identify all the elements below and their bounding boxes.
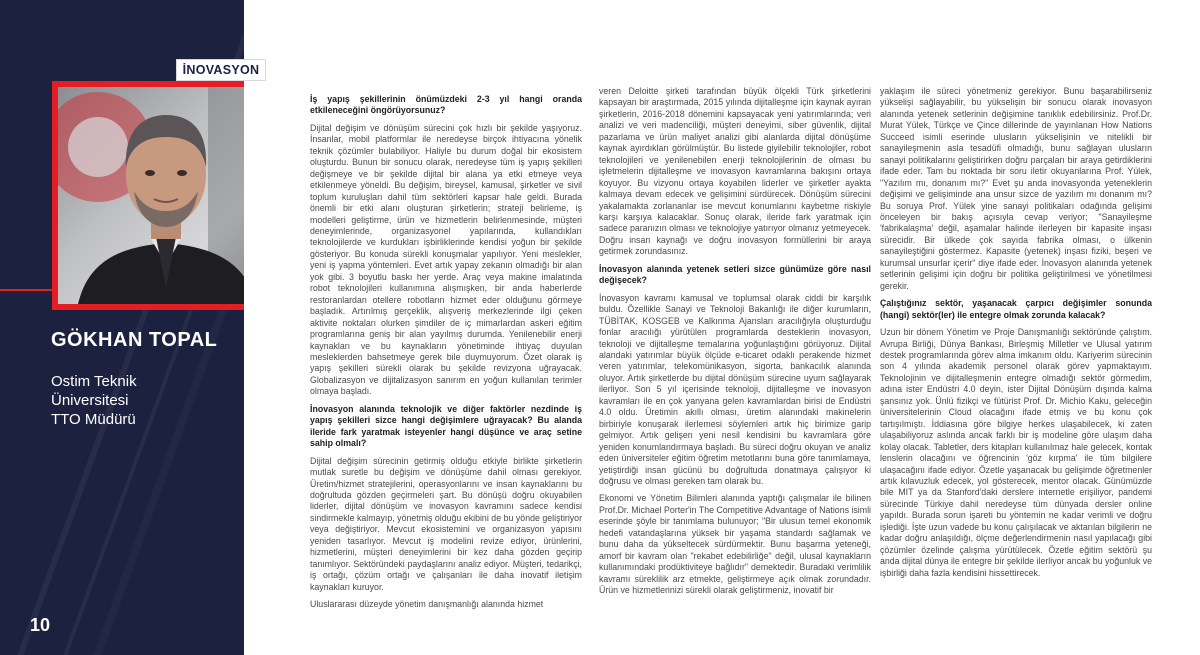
accent-line — [0, 289, 58, 291]
person-name: GÖKHAN TOPAL — [51, 329, 218, 351]
interview-question: İş yapış şekillerinin önümüzdeki 2-3 yıl hangi oranda etkileneceğini öngörüyorsunuz? — [310, 94, 582, 116]
person-title-line: Ostim Teknik — [51, 373, 137, 390]
body-paragraph: Uzun bir dönem Yönetim ve Proje Danışmanlığı sektöründe çalıştım. Avrupa Birliği, Dünya Bankası, Birleşmiş Milletler ve Ulusal yatırım destek programlarında görev alma imkanım oldu. Kariyerim sürecinin son 4 yılında akademik personel olarak görev yapmaktayım. Teknolojinin ve dijitalleşmenin entegre olmadığı sektör görmedim, adına ister Endüstri 4.0 deyin, ister Dijital Dönüşüm dışında kalma şansınız yok. Ünlü fizikçi ve fütürist Prof. Dr. Michio Kaku, geleceğin üniversitelerinin Cloud olacağını ifade etmiş ve bu konu çok tartışılmıştı. İddiasına göre bilgiye herkes ulaşabilecek, ki zaten ulaşabiliyoruz aslında ancak farklı bir iş modeline göre ulaşım daha kolay olacak. Tabletler, ders kitapları kullanılmaz hale gelecek, kontak lenslerin olacağını ve öğrencinin 'göz kırpma' ile tüm bilgilere ulaşacağını ifade ediyor. Özetle yaşanacak bu gelişimde öğretmenler artık kılavuzluk edecek, yol gösterecek, mentor olacak. Günümüzde bile MIT ya da Stanford'daki derslere internetle erişiliyor, pandemi sürecinde Türkiye dahil neredeyse tüm dünyada dersler online yapıldı. Burada sorun işareti bu yöntemin ne kadar verimli ve doğru işlediği. İşte uzun vadede bu konu çalışılacak ve aktarılan bilgilerin ne kadar doğru anlaşıldığı, ölçme değerlendirmenin nasıl yapılacağı gibi çözümler özelinde çalışma yürütülecek. Özetle eğitim sektörü şu anda dijital dünya ile entegre bir şekilde ilerliyor ancak bu yoğunluk ve işbirliği daha fazla kendisini hissettirecek. — [880, 327, 1152, 578]
section-tag: İNOVASYON — [176, 59, 266, 81]
person-title-line: TTO Müdürü — [51, 411, 136, 428]
sidebar-panel — [0, 0, 244, 655]
person-title-line: Üniversitesi — [51, 392, 129, 409]
portrait-illustration — [58, 87, 244, 304]
interview-question: İnovasyon alanında teknolojik ve diğer faktörler nezdinde iş yapış şekilleri sizce hangi değişimlere uğrayacak? Bu alanda ileride fark yaratmak isteyenler hangi düşünce ve araç setine sahip olmalı? — [310, 403, 582, 449]
article-column-2 — [599, 86, 871, 602]
body-paragraph: İnovasyon kavramı kamusal ve toplumsal olarak ciddi bir karşılık buldu. Özellikle Sanayi ve Teknoloji Bakanlığı ile diğer kurumların, TÜBİTAK, KOSGEB ve Kalkınma Ajansları aracılığıyla oluşturduğu fonlar aracılığı yürütülen programlarda desteklerin inovasyon, teknoloji ve dijitalleşme temalarına yoğunlaştığını görüyoruz. Dijital alandaki yatırımlar büyük ölçüde e-ticaret odaklı perakende hizmet veren yatırımlar, telekomünikasyon, sigorta, bankacılık alanında oluyor. Artık şirketlerde bu dijital dönüşüm sürecine uyum sağlayarak ilerliyor. Son 5 yıl içerisinde teknoloji, dijitalleşme ve inovasyon kavramları ile en çok yanyana gelen kavramlardan birisi de Endüstri 4.0 oldu. Üretimin akıllı olması, üretim alanındaki makinelerin birbiriyle konuşarak ilerlemesi söylemleri artık hiç birimize garip gelmiyor. Artık gelişen yeni nesil kendisini bu kavramlara göre yeniden konumlandırmaya başladı. Bu süreci doğru okuyan ve analiz eden üniversiteler eğitim öğretim metotlarını buna göre tanımlamaya, yetiştirdiği insan gücünü bu doğrultuda donatmaya çalışıyor ki doğrusu ve olması gereken tam olarak bu. — [599, 292, 871, 486]
portrait-photo — [58, 87, 244, 304]
page-number: 10 — [30, 615, 51, 635]
person-title — [51, 372, 221, 429]
body-paragraph: Uluslararası düzeyde yönetim danışmanlığı alanında hizmet — [310, 599, 544, 610]
article-column-1 — [310, 90, 582, 616]
article-column-3 — [880, 86, 1152, 585]
body-paragraph: veren Deloitte şirketi tarafından büyük ölçekli Türk şirketlerini kapsayan bir araştırmada, 2015 yılında dijitalleşme için kaynak ayıran şirketlerin, 2016-2018 dönemini kapsayacak yeni yatırımlarında; veri analizi ve veri madenciliği, müşteri deneyimi, siber güvenlik, dijital pazarlama ve ürün maliyet analizi gibi alanlarda dijital dönüşüme kaynak ayırdıkları görülmüştür. Bu listede giyilebilir teknolojiler, robot teknolojileri ve yenilenebilen enerji teknolojilerinin de olması bu işletmelerin dijitalleşme ve inovasyon kavramlarına bakışını ortaya koyuyor. Bu vizyonu ortaya koyabilen liderler ve şirketler ayakta kalmaya devam edecek ve gelişimini sürdürecek. Dönüşüm sürecini yakalamakta zorlananlar ise mevcut konumlarını kaybetme riskiyle karşı karşıya kalacaklar. Sonuç olarak, ileride fark yaratmak için sadece paranızın olması ve teknolojiye yatırıyor olmanız yetmeyecek. Doğru insan kaynağı ve doğru inovasyon formüllerini bir araya getirmek zorundasınız. — [599, 86, 871, 257]
interview-question: Çalıştığınız sektör, yaşanacak çarpıcı değişimler sonunda (hangi) sektör(ler) ile entegre olmak zorunda kalacak? — [880, 298, 1152, 320]
body-paragraph: yaklaşım ile süreci yönetmeniz gerekiyor. Bunu başarabilirseniz yükselişi sağlayabilir, bu yükselişin bir sonucu olarak inovasyon alanında yetenek setlerinin değişimine tanıklık edebilirsiniz. Prof.Dr. Murat Yülek, Türkçe ve Çince dillerinde de yayınlanan How Nations Succeed isimli eserinde ulusların yükselişinin ve nitelikli bir sanayileşmenin asla tesadüfi olmadığı, bunu sağlayan ulusların sanayi politikalarını geliştirirken doğru parçaları bir araya getirdiklerini ifade eder. Tam bu noktada bir soru iletir okuyanlarına Prof. Yülek, "Yazılım mı, donanım mı?" Evet şu anda inovasyonda yeteneklerin değişimi ve gelişiminde ana unsur sizce de yazılım mı donanım mı? Bu soruya Prof. Yülek yine sanayi politikaları odağında gelişimi önceleyen bir bakış açısıyla cevap veriyor; "Sanayileşme 'fabrikalaşma' değil, aşamalar halinde ilerleyen bir kapasite inşası sürecidir. Bir ülkede çok sayıda fabrika olması, o ülkenin sanayileştiğini göstermez. Kapasite (yetenek) inşası fiziki, beşeri ve kurumsal unsurlar içerir" diye ifade eder. İnovasyon alanında yetenek setlerinin gelişimi için doğru bir politika geliştirilmesi ve yönetilmesi gerekir. — [880, 86, 1152, 291]
interview-question: İnovasyon alanında yetenek setleri sizce günümüze göre nasıl değişecek? — [599, 263, 871, 286]
body-paragraph: Ekonomi ve Yönetim Bilimleri alanında yaptığı çalışmalar ile bilinen Prof.Dr. Michael Porter'in The Competitive Advantage of Nations isimli eserinde şöyle bir tanımlama bulunuyor; "Bir ulusun temel ekonomik hedefi vatandaşlarına yüksek bir yaşama standardı sağlamak ve bunu daha da yükseltecek sürdürmektir. Bunu başarma yeteneği, amorf bir kavram olan "rekabet edebilirliğe" değil, ulusal kaynakların kullanımındaki prodüktiviteye bağlıdır" demektedir. Buradaki verimlilik kavramı süreklilik arz etmekte, geliştirmeye açık olmak zorundadır. Ürün ve hizmetlerinizi sürekli olarak geliştirmeniz, inovatif bir — [599, 493, 871, 596]
body-paragraph: Dijital değişim ve dönüşüm sürecini çok hızlı bir şekilde yaşıyoruz. İnsanlar, mobil platformlar ile neredeyse birçok ihtiyacına yönelik teknik çözümler bulabiliyor. Haliyle bu durum doğal bir ekosistem oluşturdu. Bunun bir sonucu olarak, neredeyse tüm iş yapış şekilleri değişmeye ve bir şekilde dijital bir alana ya etki etmeye veya etkilenmeye yöneldi. Bu değişim, bireysel, kamusal, şirketler ve sivil toplum kuruluşları dahil tüm sektörleri kapsar hale geldi. Burada önemli bir etki alanı oluşturan şirketlerin; strateji belirleme, iş modelleri geliştirme, ürün ve hizmetlerin belirlenmesinde, müşteri deneyimlerinde, organizasyonel yapılarında, kullandıkları teknolojilerde ve kurdukları işbirliklerinde kendisi yoğun bir şekilde gösteriyor. Bu konuda sürekli konuşmalar yapılıyor. Yeni meslekler, yeni iş yapma yöntemleri. Evet artık yapay zekanın olmadığı bir alan yok gibi. 3 boyutlu baskı her yerde. Araç veya makine imalatında robot teknolojileri kullanımına alışmışken, bir anda haberlerde restoranlardan otellere robotların hizmet eder olduğunu görmeye başladık. Artırılmış gerçeklik, alışveriş merkezlerinde ilgi çeken aktivite noktaları olurken şimdiler de iç mimarlardan askeri eğitim programlarına geniş bir alan yayılmış durumda. Yenilenebilir enerji kaynakları ve bu kaynakların yönetiminde ihtiyaç duyulan mesleklerden bahsetmeye gerek bile duymuyorum. Özet olarak iş yapış şekilleri sürekli olarak bu şekilde revizyona uğrayacak. Globalizasyon ve dijitalizasyon sanırım en yoğun kullanılan terimler olmaya başladı. — [310, 122, 582, 397]
body-paragraph: Dijital değişim sürecinin getirmiş olduğu etkiyle birlikte şirketlerin mutlak suretle bu değişim ve dönüşüme dahil olması gerekiyor. Üretim/hizmet stratejilerini, operasyonlarını ve insan kaynaklarını bu doğrultuda gözden geçirmeleri şart. Bu dönüşü doğru okuyabilen liderler, dijital dönüşüm ve inovasyon kavramını sadece kendisi sindirmekle kalmayıp, yönetmiş olduğu ekibini de bu yönde geliştiriyor veya değiştiriyor. Mevcut ekosistemini ve organizasyon yapısını yeniden tasarlıyor. Mevcut iş modelini revize ediyor, ürünlerini, hizmetlerini, müşteri deneyimlerini bir kez daha gözden geçirip tanımlıyor. Sektöründeki paydaşlarını analiz ediyor. Müşteri, tedarikçi, iş ortağı, çözüm ortağı ve çalışanları ile daha inovatif iletişim kaynakları kuruyor. — [310, 455, 582, 592]
